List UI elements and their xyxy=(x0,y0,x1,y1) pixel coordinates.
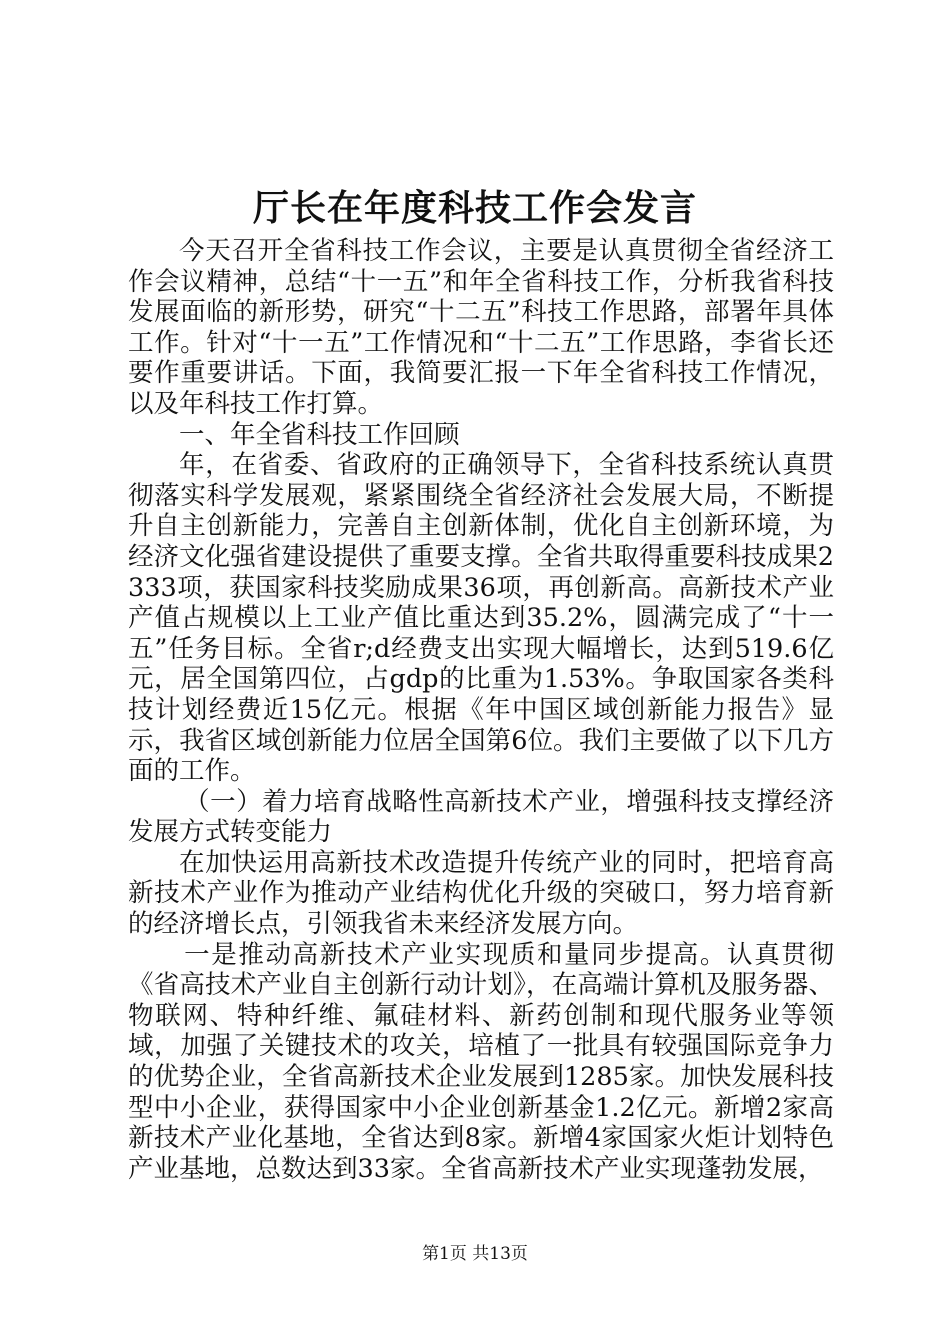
paragraph-intro: 今天召开全省科技工作会议，主要是认真贯彻全省经济工作会议精神，总结“十一五”和年全省科技工作，分析我省科技发展面临的新形势，研究“十二五”科技工作思路，部署年具体工作。针对“十一五”工作情况和“十二五”工作思路，李省长还要作重要讲话。下面，我简要汇报一下年全省科技工作情况，以及年科技工作打算。 xyxy=(128,236,834,419)
section-heading-review: 一、年全省科技工作回顾 xyxy=(179,419,460,450)
subsection-heading-1: （一）着力培育战略性高新技术产业，增强科技支撑经济发展方式转变能力 xyxy=(128,786,834,848)
page-number-footer: 第1页 共13页 xyxy=(422,1244,528,1264)
document-body xyxy=(128,236,834,1184)
paragraph-point-1: 一是推动高新技术产业实现质和量同步提高。认真贯彻《省高技术产业自主创新行动计划》，在高端计算机及服务器、物联网、特种纤维、氟硅材料、新药创制和现代服务业等领域，加强了关键技术的攻关，培植了一批具有较强国际竞争力的优势企业，全省高新技术企业发展到1285家。加快发展科技型中小企业，获得国家中小企业创新基金1.2亿元。新增2家高新技术产业化基地，全省达到8家。新增4家国家火炬计划特色产业基地，总数达到33家。全省高新技术产业实现蓬勃发展， xyxy=(128,939,834,1184)
paragraph-subsection-1: 在加快运用高新技术改造提升传统产业的同时，把培育高新技术产业作为推动产业结构优化升级的突破口，努力培育新的经济增长点，引领我省未来经济发展方向。 xyxy=(128,847,834,940)
paragraph-review: 年，在省委、省政府的正确领导下，全省科技系统认真贯彻落实科学发展观，紧紧围绕全省经济社会发展大局，不断提升自主创新能力，完善自主创新体制，优化自主创新环境，为经济文化强省建设提供了重要支撑。全省共取得重要科技成果2333项，获国家科技奖励成果36项，再创新高。高新技术产业产值占规模以上工业产值比重达到35.2%，圆满完成了“十一五”任务目标。全省r;d经费支出实现大幅增长，达到519.6亿元，居全国第四位，占gdp的比重为1.53%。争取国家各类科技计划经费近15亿元。根据《年中国区域创新能力报告》显示，我省区域创新能力位居全国第6位。我们主要做了以下几方面的工作。 xyxy=(128,450,834,787)
document-title: 厅长在年度科技工作会发言 xyxy=(252,187,697,229)
